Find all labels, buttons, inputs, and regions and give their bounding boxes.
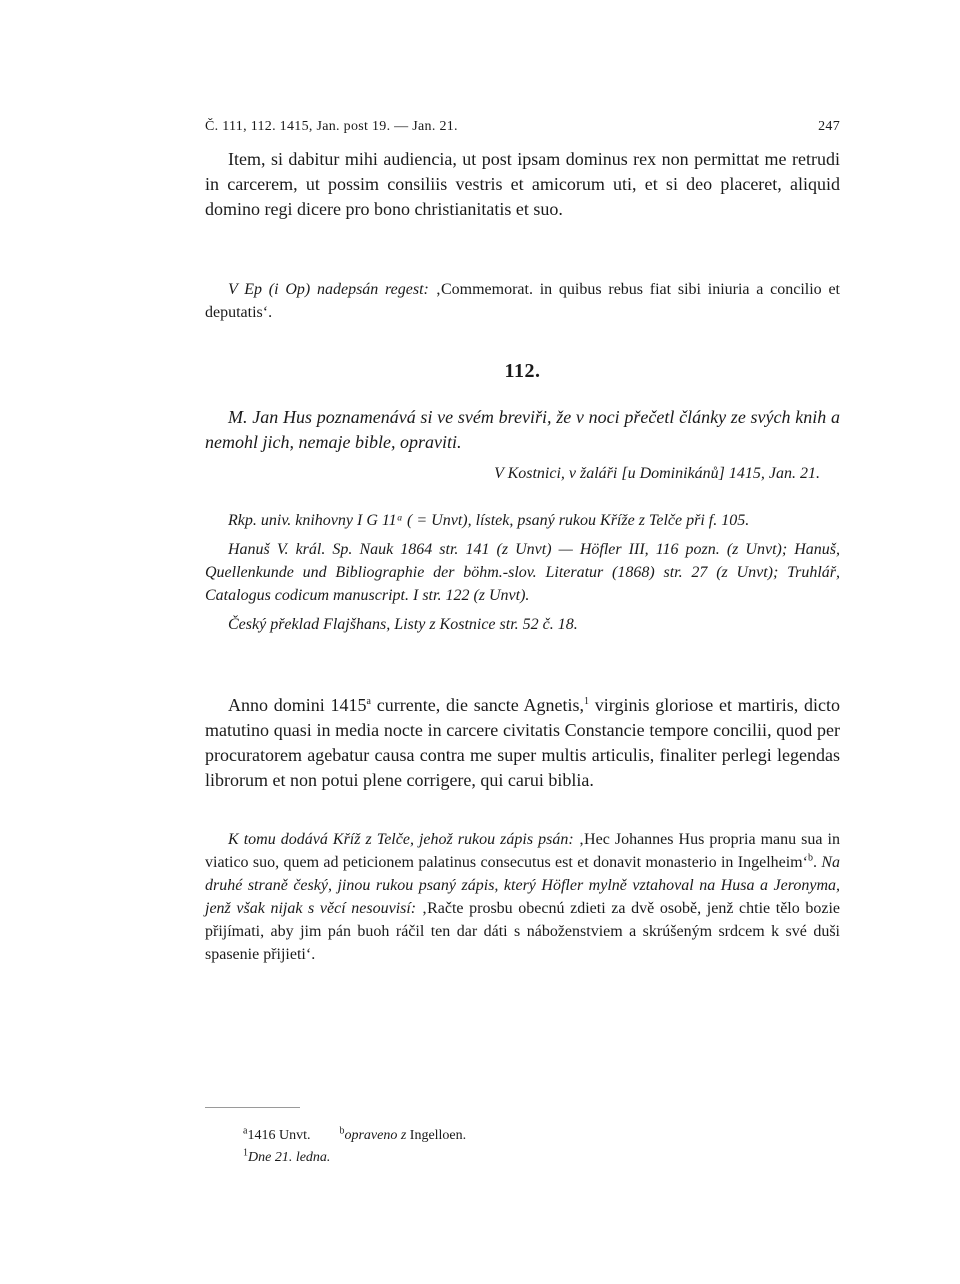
- footnote-line: [243, 1147, 466, 1169]
- footnote-mark: a: [243, 1125, 248, 1137]
- footnote-ref: 1: [584, 696, 589, 707]
- footnote-mark: b: [339, 1125, 345, 1137]
- sources-block: [205, 509, 840, 636]
- main-text: [205, 693, 840, 793]
- document-number: 112.: [504, 360, 541, 382]
- footnote-ref: a: [366, 696, 371, 707]
- regest-quote: ‚Commemorat. in quibus rebus fiat sibi iniuria a concilio et deputatis‘.: [205, 281, 840, 321]
- page-number: 247: [818, 119, 840, 134]
- footnote-line: [243, 1125, 466, 1147]
- summary-text: M. Jan Hus poznamenává si ve svém breviři, že v noci přečetl články ze svých knih a nemohl jich, nemaje bible, opraviti.: [205, 407, 840, 452]
- place-date: V Kostnici, v žaláři [u Dominikánů] 1415, Jan. 21.: [494, 465, 820, 482]
- summary-block: [205, 405, 840, 455]
- main-text-part: Anno domini 1415: [228, 695, 367, 715]
- footnote-text: opraveno z: [344, 1128, 407, 1143]
- footnote-divider: [205, 1107, 300, 1108]
- note-italic: K tomu dodává Kříž z Telče, jehož rukou zápis psán:: [228, 831, 574, 848]
- note-italic: Na druhé straně český, jinou rukou psaný zápis, který Höfler mylně vztahoval na Husa a Jeronyma, jenž však nijak s věcí nesouvisí:: [205, 854, 841, 917]
- footnotes: [243, 1125, 466, 1169]
- regest-label: V Ep (i Op) nadepsán regest:: [228, 281, 429, 298]
- editorial-note: [205, 828, 840, 966]
- footnote-mark: 1: [243, 1147, 248, 1159]
- editorial-note-block: [205, 828, 840, 966]
- main-text-part: currente, die sancte Agnetis,: [371, 695, 584, 715]
- note-text: ‚Hec Johannes Hus propria manu sua in viatico suo, quem ad peticionem palatinus consecutus est et donavit monasterio in Ingelheim‘: [205, 831, 840, 871]
- note-text: .: [812, 854, 822, 871]
- place-date-block: [205, 465, 840, 483]
- source-line: Rkp. univ. knihovny I G 11ᵃ ( = Unvt), lístek, psaný rukou Kříže z Telče při f. 105.: [228, 512, 750, 529]
- footnote-text: 1416 Unvt.: [247, 1128, 311, 1143]
- header-left: Č. 111, 112. 1415, Jan. post 19. — Jan. 21.: [205, 119, 458, 134]
- footnote-text: Ingelloen.: [406, 1128, 467, 1143]
- running-header: [205, 119, 840, 135]
- regest-text: [205, 278, 840, 324]
- footnote-ref: b: [807, 852, 813, 864]
- regest-note: [205, 278, 840, 324]
- note-text: ‚Račte prosbu obecnú zdieti za dvě osobě, jenž chtie tělo bozie přijímati, aby jim pán buoh ráčil ten dar dáti s náboženstviem a skrúšeným srdcem k své duši spasenie přijieti‘.: [205, 900, 841, 963]
- source-line: Český překlad Flajšhans, Listy z Kostnice str. 52 č. 18.: [228, 616, 578, 633]
- paragraph-item: [205, 147, 840, 222]
- source-line: Hanuš V. král. Sp. Nauk 1864 str. 141 (z Unvt) — Höfler III, 116 pozn. (z Unvt); Hanuš, Quellenkunde und Bibliographie der böhm.-slov. Literatur (1868) str. 27 (z Unvt); Truhlář, Catalogus codicum manuscript. I str. 122 (z Unvt).: [205, 541, 840, 604]
- paragraph-text: Item, si dabitur mihi audiencia, ut post ipsam dominus rex non permittat me retrudi in carcerem, ut possim consiliis vestris et amicorum uti, et si deo placeret, aliquid domino regi dicere pro bono christianitatis et suo.: [205, 149, 840, 219]
- main-text-part: virginis gloriose et martiris, dicto matutino quasi in media nocte in carcere civitatis Constancie tempore concilii, quod per procuratorem agebatur causa contra me super multis articulis, finaliter perlegi legendas librorum et non potui plene corrigere, qui carui biblia.: [205, 695, 840, 790]
- main-text-block: [205, 693, 840, 793]
- footnote-text: Dne 21. ledna.: [248, 1150, 331, 1165]
